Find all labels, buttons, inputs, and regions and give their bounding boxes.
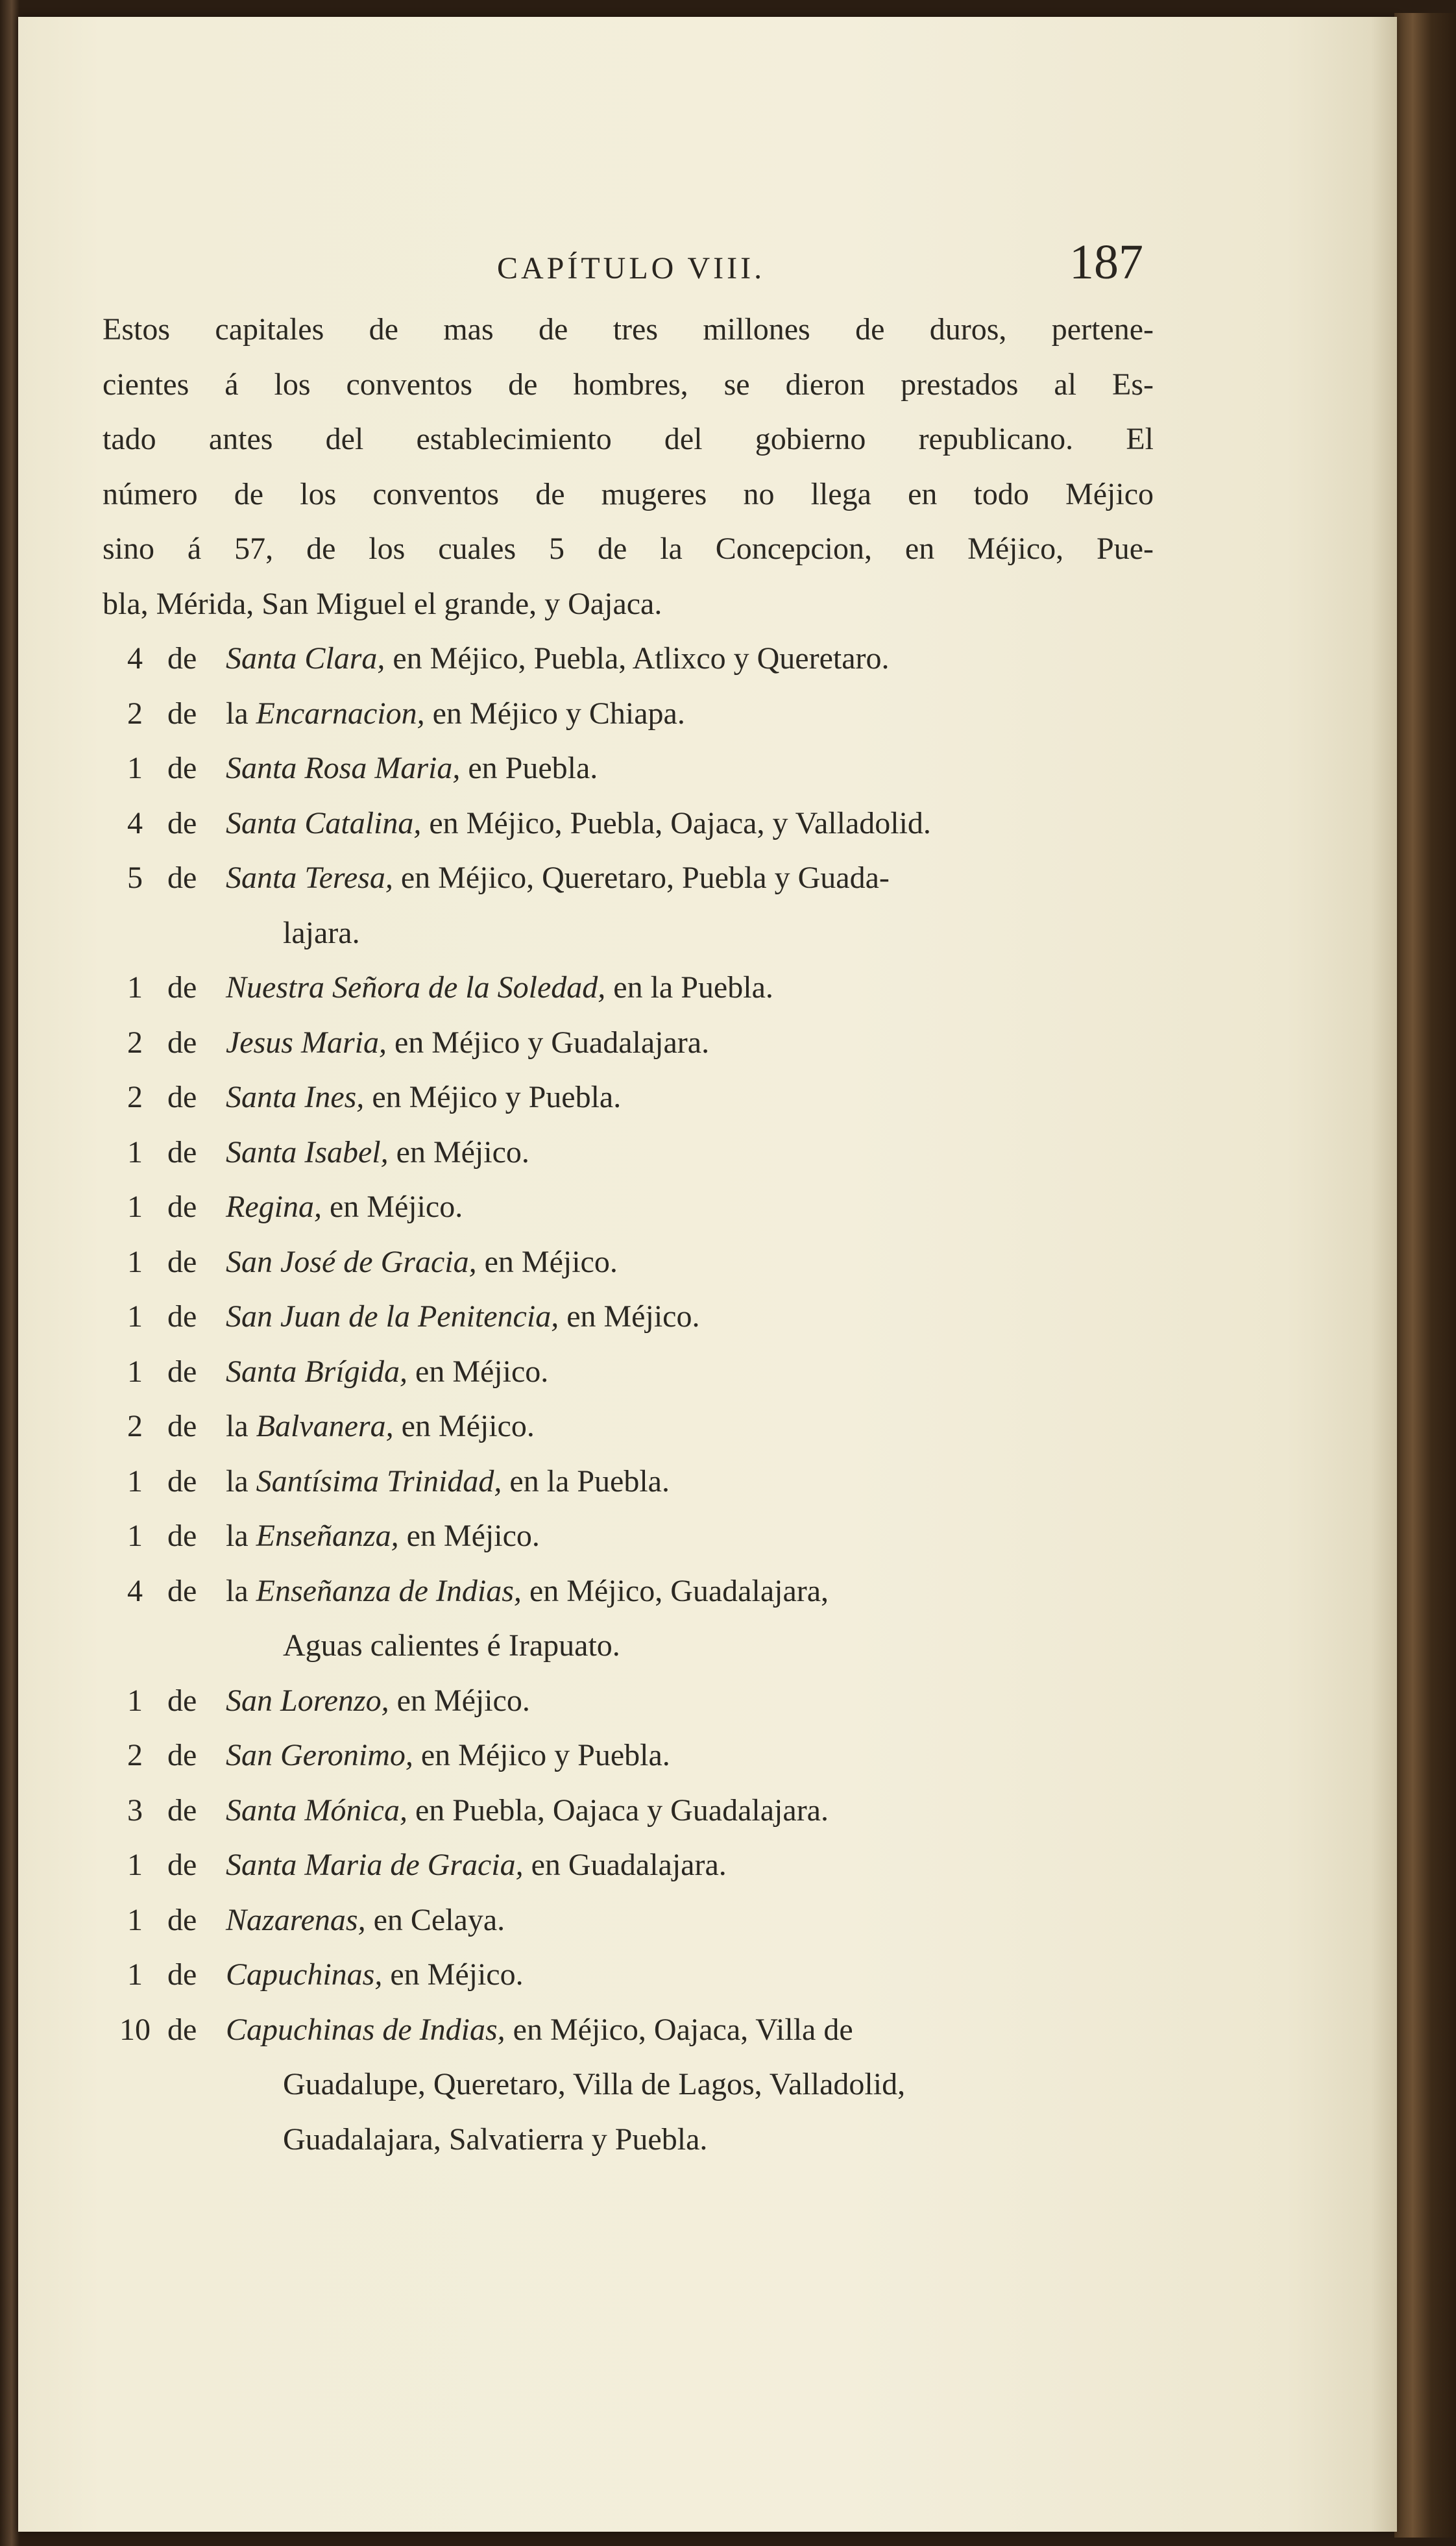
convent-count: 1 [127, 1354, 143, 1389]
paragraph-line: sino á 57, de los cuales 5 de la Concepcion, en Méjico, Pue- [103, 532, 1154, 566]
convent-entry [103, 1728, 1154, 1783]
convent-places: en Méjico. [321, 1190, 463, 1224]
convent-name: Enseñanza, [256, 1519, 399, 1553]
convent-entry [103, 687, 1154, 742]
convent-count: 4 [127, 1573, 143, 1608]
convent-count: 2 [127, 1738, 143, 1772]
convent-places: en Méjico, Puebla, Atlixco y Queretaro. [385, 641, 890, 676]
convent-entry [103, 1345, 1154, 1400]
preposition: de [167, 1848, 197, 1882]
convent-places: en Méjico, Oajaca, Villa de [505, 2012, 853, 2047]
convent-entry [103, 1674, 1154, 1729]
article: la [226, 1463, 256, 1499]
article: la [226, 1573, 256, 1608]
convent-places: en la Puebla. [605, 970, 773, 1005]
convent-name: Jesus Maria, [226, 1025, 387, 1060]
convent-places: en la Puebla. [502, 1463, 670, 1499]
convent-count: 1 [127, 1134, 143, 1169]
convent-places: en Méjico. [382, 1957, 524, 1992]
convent-name: San Juan de la Penitencia, [226, 1299, 559, 1334]
convent-count: 4 [127, 805, 143, 840]
convent-name: Santa Catalina, [226, 805, 422, 840]
paragraph-line: cientes á los conventos de hombres, se dieron prestados al Es- [103, 367, 1154, 402]
convent-count: 1 [127, 751, 143, 785]
convent-count: 1 [127, 970, 143, 1005]
page-body [103, 302, 1154, 2167]
convent-entry [103, 631, 1154, 687]
convent-entry [103, 1509, 1154, 1564]
convent-entry [103, 1783, 1154, 1839]
convent-entry [103, 1016, 1154, 1071]
convent-name: Nazarenas, [226, 1902, 366, 1937]
preposition: de [167, 1902, 197, 1937]
preposition: de [167, 1244, 197, 1279]
chapter-heading: CAPÍTULO VIII. [497, 251, 766, 286]
convent-name: Balvanera, [256, 1409, 394, 1443]
convent-entry [103, 1454, 1154, 1510]
convent-name: Santa Maria de Gracia, [226, 1848, 524, 1882]
convent-places: en Méjico, Queretaro, Puebla y Guada- [393, 861, 890, 895]
convent-entry [103, 1893, 1154, 1948]
preposition: de [167, 1080, 197, 1114]
convent-count: 10 [119, 2012, 151, 2047]
convent-places: en Puebla, Oajaca y Guadalajara. [407, 1793, 829, 1828]
preposition: de [167, 1025, 197, 1060]
convent-count: 1 [127, 1683, 143, 1718]
convent-places: en Méjico y Guadalajara. [386, 1025, 710, 1060]
convent-entry [103, 851, 1154, 906]
paragraph-line: número de los conventos de mugeres no llega en todo Méjico [103, 476, 1154, 511]
convent-name: Santa Teresa, [226, 861, 393, 895]
preposition: de [167, 1683, 197, 1718]
convent-entry [103, 1399, 1154, 1454]
article: la [226, 1519, 256, 1553]
convent-entry [103, 1070, 1154, 1125]
preposition: de [167, 751, 197, 785]
convent-places: en Méjico y Puebla. [364, 1080, 622, 1114]
convent-name: Nuestra Señora de la Soledad, [226, 970, 606, 1005]
convent-places: en Méjico. [388, 1134, 529, 1169]
convent-places: en Celaya. [365, 1902, 505, 1937]
convent-places: en Méjico. [476, 1244, 618, 1279]
convent-name: Santa Ines, [226, 1080, 365, 1114]
page-number: 187 [1069, 235, 1143, 289]
preposition: de [167, 1409, 197, 1443]
convent-name: San Lorenzo, [226, 1683, 389, 1718]
preposition: de [167, 1134, 197, 1169]
convent-places: en Méjico. [559, 1299, 700, 1334]
convent-count: 3 [127, 1793, 143, 1828]
convent-places: en Méjico. [407, 1354, 549, 1389]
convent-count: 1 [127, 1957, 143, 1992]
convent-entry [103, 796, 1154, 851]
convent-list [103, 631, 1154, 2167]
preposition: de [167, 696, 197, 731]
convent-count: 1 [127, 1519, 143, 1553]
preposition: de [167, 1190, 197, 1224]
convent-name: Encarnacion, [256, 696, 425, 731]
convent-entry-continuation: Guadalupe, Queretaro, Villa de Lagos, Valladolid, [283, 2067, 906, 2101]
convent-count: 1 [127, 1299, 143, 1334]
convent-entry [103, 1125, 1154, 1181]
paragraph-line: tado antes del establecimiento del gobierno republicano. El [103, 422, 1154, 456]
preposition: de [167, 1519, 197, 1553]
convent-name: Santa Mónica, [226, 1793, 407, 1828]
preposition: de [167, 1957, 197, 1992]
preposition: de [167, 1354, 197, 1389]
convent-entry [103, 741, 1154, 796]
convent-entry [103, 1838, 1154, 1893]
convent-count: 1 [127, 1848, 143, 1882]
convent-name: Santa Clara, [226, 641, 385, 676]
convent-places: en Méjico. [389, 1683, 530, 1718]
article: la [226, 696, 256, 731]
convent-places: en Méjico. [393, 1409, 535, 1443]
convent-count: 2 [127, 1025, 143, 1060]
running-head [18, 234, 1397, 306]
convent-places: en Méjico y Puebla. [413, 1738, 670, 1772]
convent-count: 2 [127, 696, 143, 731]
convent-name: Capuchinas de Indias, [226, 2012, 505, 2047]
convent-name: Santísima Trinidad, [256, 1463, 502, 1499]
convent-name: Santa Isabel, [226, 1134, 389, 1169]
preposition: de [167, 1573, 197, 1608]
convent-name: San Geronimo, [226, 1738, 413, 1772]
convent-entry-continuation: Aguas calientes é Irapuato. [283, 1628, 620, 1663]
convent-count: 2 [127, 1409, 143, 1443]
convent-places: en Méjico, Puebla, Oajaca, y Valladolid. [421, 805, 931, 840]
preposition: de [167, 1793, 197, 1828]
convent-count: 5 [127, 861, 143, 895]
convent-name: Enseñanza de Indias, [256, 1573, 522, 1608]
preposition: de [167, 2012, 197, 2047]
preposition: de [167, 805, 197, 840]
convent-name: Capuchinas, [226, 1957, 383, 1992]
convent-entry-continuation: Guadalajara, Salvatierra y Puebla. [283, 2122, 708, 2157]
convent-count: 1 [127, 1902, 143, 1937]
convent-count: 1 [127, 1463, 143, 1499]
convent-entry [103, 1235, 1154, 1290]
preposition: de [167, 1299, 197, 1334]
convent-count: 1 [127, 1190, 143, 1224]
convent-places: en Guadalajara. [523, 1848, 727, 1882]
convent-entry [103, 961, 1154, 1016]
preposition: de [167, 1738, 197, 1772]
preposition: de [167, 641, 197, 676]
convent-count: 4 [127, 641, 143, 676]
book-binding-edge [1394, 13, 1456, 2538]
convent-places: en Méjico y Chiapa. [424, 696, 685, 731]
convent-entry-continuation: lajara. [283, 915, 360, 950]
convent-entry [103, 1290, 1154, 1345]
convent-places: en Puebla. [460, 751, 598, 785]
preposition: de [167, 1463, 197, 1499]
paragraph-line: Estos capitales de mas de tres millones de duros, pertene- [103, 312, 1154, 347]
convent-count: 1 [127, 1244, 143, 1279]
book-page [18, 17, 1397, 2532]
preposition: de [167, 861, 197, 895]
convent-name: Santa Brígida, [226, 1354, 408, 1389]
convent-count: 2 [127, 1080, 143, 1114]
convent-name: Regina, [226, 1190, 322, 1224]
convent-entry [103, 1180, 1154, 1235]
convent-entry [103, 2003, 1154, 2058]
convent-name: San José de Gracia, [226, 1244, 477, 1279]
article: la [226, 1409, 256, 1443]
convent-entry [103, 1948, 1154, 2003]
paragraph-line: bla, Mérida, San Miguel el grande, y Oajaca. [103, 586, 662, 621]
convent-places: en Méjico, Guadalajara, [521, 1573, 829, 1608]
preposition: de [167, 970, 197, 1005]
convent-name: Santa Rosa Maria, [226, 751, 461, 785]
convent-places: en Méjico. [398, 1519, 540, 1553]
convent-entry [103, 1564, 1154, 1619]
